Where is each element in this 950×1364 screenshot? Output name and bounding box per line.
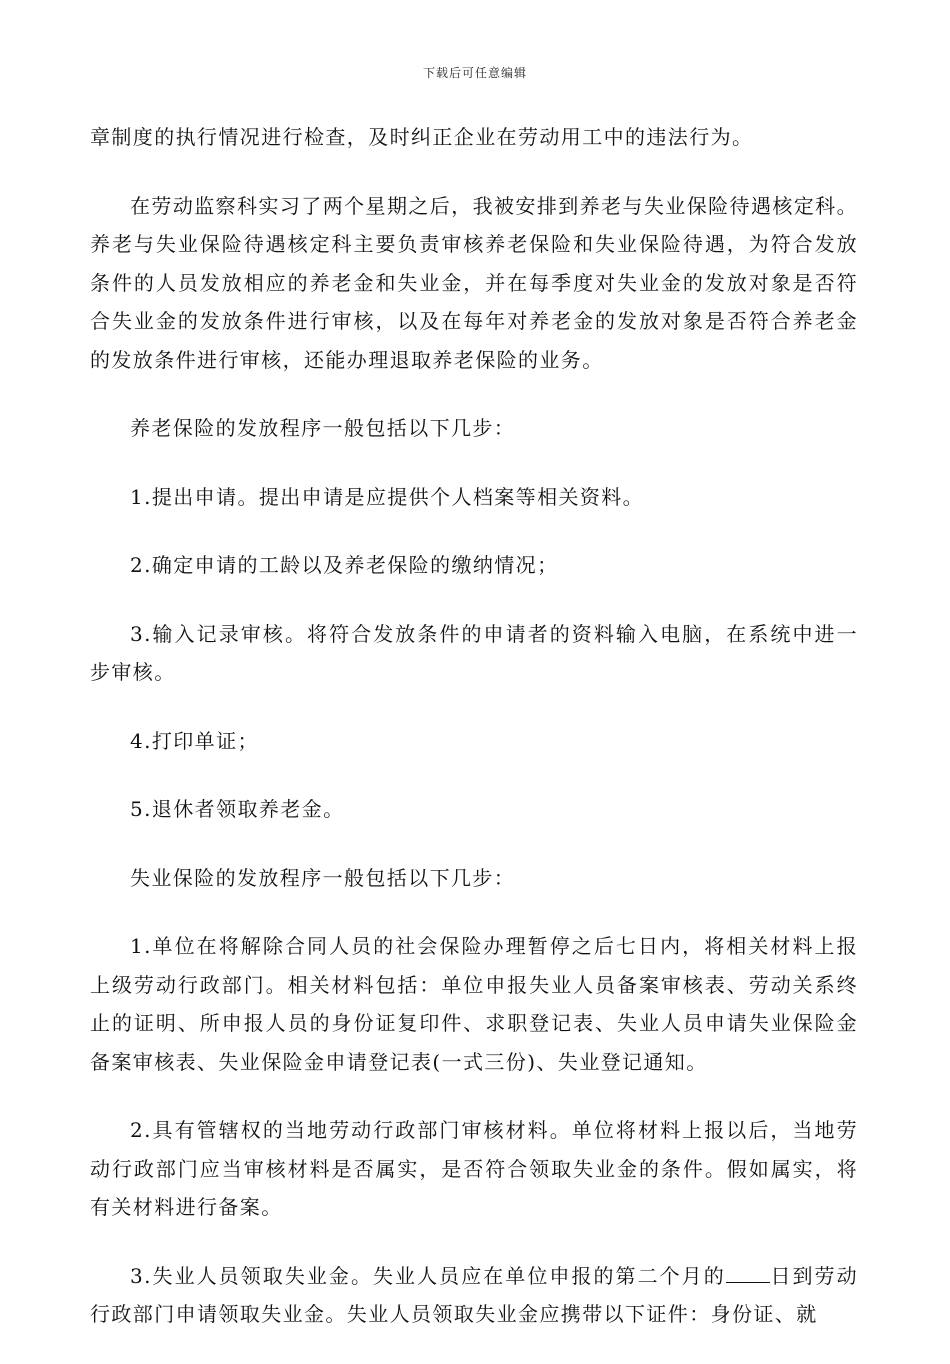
pension-step-4: 4.打印单证； (130, 728, 259, 753)
fill-in-blank (726, 1264, 770, 1283)
paragraph-unemployment-intro: 失业保险的发放程序一般包括以下几步： (130, 865, 516, 890)
unemployment-step-1: 1.单位在将解除合同人员的社会保险办理暂停之后七日内，将相关材料上报上级劳动行政部门。相关材料包括：单位申报失业人员备案审核表、劳动关系终止的证明、所申报人员的身份证复印件、求职登记表、失业人员申请失业保险金备案审核表、失业保险金申请登记表(一式三份)、失业登记通知。 (90, 934, 858, 1074)
unemployment-step-2: 2.具有管辖权的当地劳动行政部门审核材料。单位将材料上报以后，当地劳动行政部门应当审核材料是否属实，是否符合领取失业金的条件。假如属实，将有关材料进行备案。 (90, 1118, 858, 1219)
pension-step-2: 2.确定申请的工龄以及养老保险的缴纳情况； (130, 553, 559, 577)
unemployment-step-3 (90, 1257, 858, 1334)
unemployment-step-3-part-b: 日到劳动行政部门申请领取失业金。失业人员领取失业金应携带以下证件：身份证、就 (90, 1263, 858, 1326)
unemployment-step-3-part-a: 3.失业人员领取失业金。失业人员应在单位申报的第二个月的 (130, 1263, 726, 1288)
document-body (90, 118, 858, 1364)
pension-step-3: 3.输入记录审核。将符合发放条件的申请者的资料输入电脑，在系统中进一步审核。 (90, 621, 858, 684)
paragraph-internship: 在劳动监察科实习了两个星期之后，我被安排到养老与失业保险待遇核定科。养老与失业保险待遇核定科主要负责审核养老保险和失业保险待遇，为符合发放条件的人员发放相应的养老金和失业金，并在每季度对失业金的发放对象是否符合失业金的发放条件进行审核，以及在每年对养老金的发放对象是否符合养老金的发放条件进行审核，还能办理退取养老保险的业务。 (90, 193, 858, 372)
paragraph-continuation: 章制度的执行情况进行检查，及时纠正企业在劳动用工中的违法行为。 (90, 125, 754, 149)
pension-step-5: 5.退休者领取养老金。 (130, 797, 345, 821)
paragraph-pension-intro: 养老保险的发放程序一般包括以下几步： (130, 416, 516, 440)
pension-step-1: 1.提出申请。提出申请是应提供个人档案等相关资料。 (130, 484, 645, 509)
header-note: 下载后可任意编辑 (422, 66, 527, 80)
